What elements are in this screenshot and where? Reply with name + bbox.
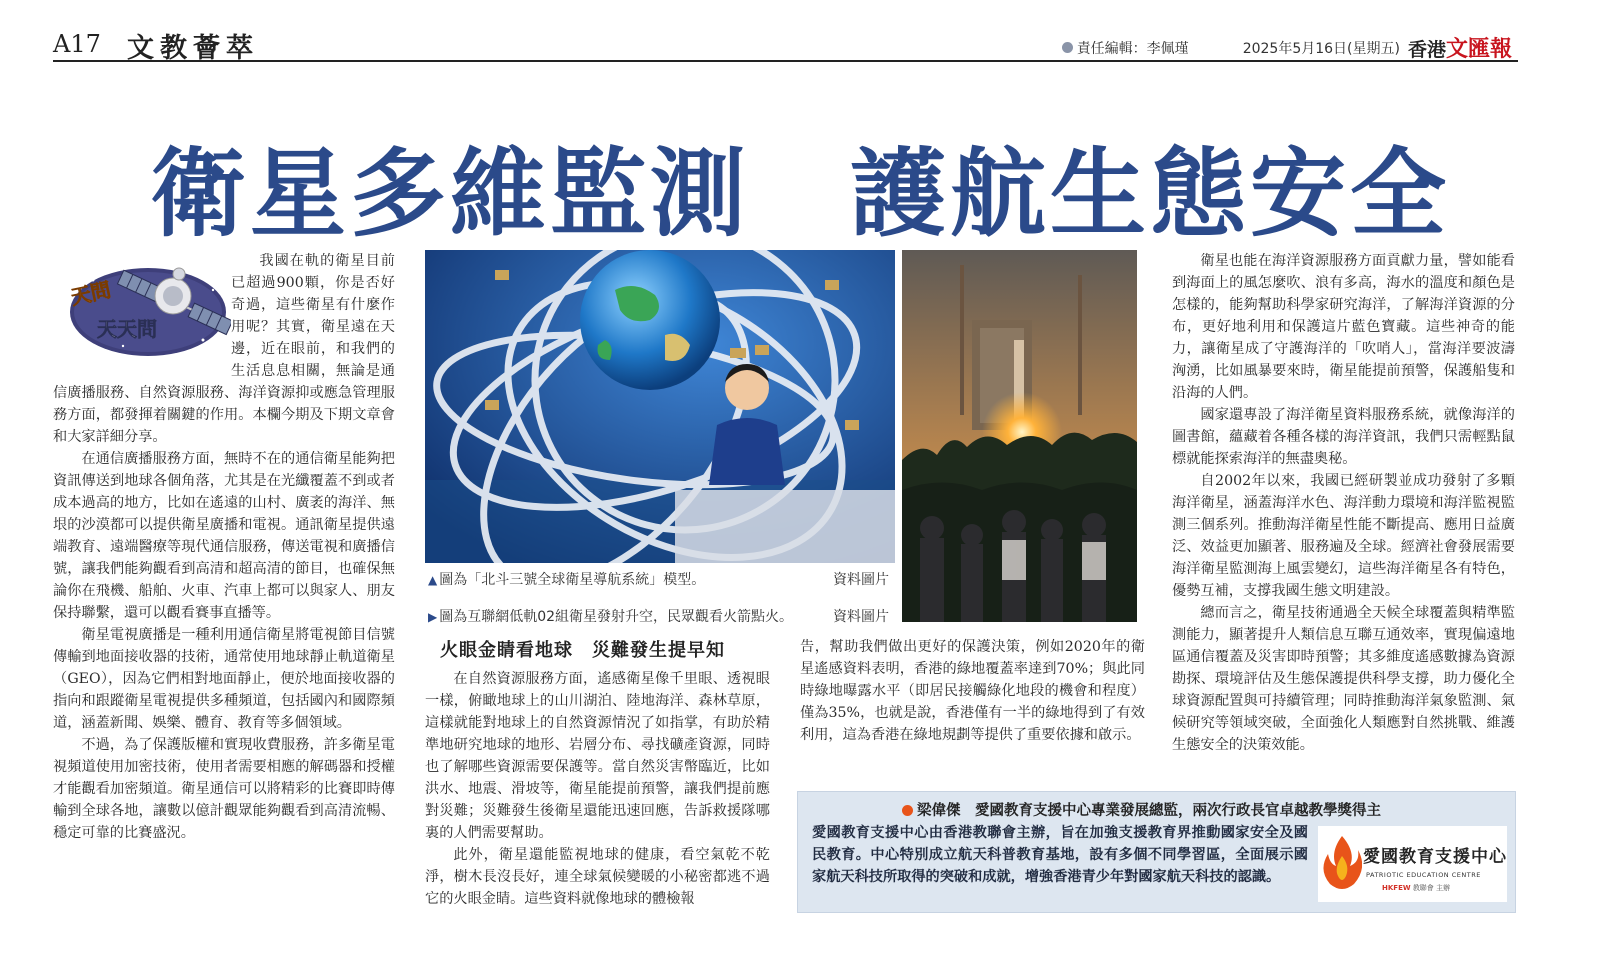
paragraph: 國家還專設了海洋衛星資料服務系統，就像海洋的圖書館，蘊藏着各種各樣的海洋資訊，我們只需輕點鼠標就能探索海洋的無盡奧秘。 [1172,407,1515,467]
centre-logo-name: 愛國教育支援中心 [1363,847,1507,867]
globe-model-image [425,250,895,563]
article-column-3 [800,636,1145,746]
section-title: 文教薈萃 [127,33,259,64]
article-column-2 [425,668,770,910]
centre-description: 愛國教育支援中心由香港教聯會主辦，旨在加強支援教育界推動國家安全及國民教育。中心特別成立航天科普教育基地，設有多個不同學習區，全面展示國家航天科技所取得的突破和成就，增強香港青少年對國家航天科技的認識。 [812,825,1308,885]
centre-logo [1318,826,1507,902]
article-column-1 [53,250,395,844]
photo1-source: 資料圖片 [833,572,889,588]
author-credit: 梁偉傑 愛國教育支援中心專業發展總監，兩次行政長官卓越教學獎得主 [902,799,1381,820]
author-info-box [797,791,1516,913]
paragraph-continued: 告，幫助我們做出更好的保護決策，例如2020年的衛星遙感資料表明，香港的綠地覆蓋率達到70%；與此同時綠地曝露水平（即居民接觸綠化地段的機會和程度）僅為35%，也就是說，香港僅有一半的綠地得到了有效利用，這為香港在綠地規劃等提供了重要依據和啟示。 [800,639,1145,743]
masthead-prefix: 香港 [1407,39,1446,61]
logo-text-line2: 天天問 [97,317,157,341]
photo-rocket-launch [902,250,1137,622]
paragraph: 衛星也能在海洋資源服務方面貢獻力量，譬如能看到海面上的風怎麼吹、浪有多高，海水的溫度和顏色是怎樣的，能夠幫助科學家研究海洋，了解海洋資源的分布，更好地利用和保護這片藍色寶藏。這些神奇的能力，讓衛星成了守護海洋的「吹哨人」，當海洋要波濤洶湧，比如風暴要來時，衛星能提前預警，保護船隻和沿海的人們。 [1172,253,1515,401]
paragraph: 我國在軌的衛星目前已超過900顆，你是否好奇過，這些衛星有什麼作用呢？其實，衛星遠在天邊，近在眼前，和我們的生活息息相關，無論是通信廣播服務、自然資源服務、海洋資源抑或應急管理服務方面，都發揮着關鍵的作用。本欄今期及下期文章會和大家詳細分享。 [53,253,395,445]
logo-text-line1: 天問 [68,277,113,310]
paragraph: 不過，為了保護版權和實現收費服務，許多衛星電視頻道使用加密技術，使用者需要相應的解碼器和授權才能觀看加密頻道。衛星通信可以將精彩的比賽即時傳輸到全球各地，讓數以億計觀眾能夠觀看到高清流暢、穩定可靠的比賽盛況。 [53,737,395,841]
flame-icon [1322,834,1362,894]
header-meta [1062,32,1512,63]
photo-satellite-model [425,250,895,563]
photo2-caption: ▶ 圖為互聯網低軌02組衛星發射升空，民眾觀看火箭點火。 [428,609,794,625]
triangle-right-icon: ▶ [428,610,438,624]
headline: 衛星多維監測 護航生態安全 [150,137,1450,250]
page-number: A17 [53,30,101,58]
page-header [53,26,1518,62]
masthead-name: 文匯報 [1445,36,1512,62]
rocket-launch-image [902,250,1137,622]
paragraph: 總而言之，衛星技術通過全天候全球覆蓋與精準監測能力，顯著提升人類信息互聯互通效率，實現偏遠地區通信覆蓋及災害即時預警；其多維度遙感數據為資源勘探、環境評估及生態保護提供科學支撐，助力優化全球資源配置與可持續管理；同時推動海洋氣象監測、氣候研究等領域突破，全面強化人類應對自然挑戰、維護生態安全的決策效能。 [1172,605,1515,753]
paragraph: 在通信廣播服務方面，無時不在的通信衛星能夠把資訊傳送到地球各個角落，尤其是在光纖覆蓋不到或者成本過高的地方，比如在遙遠的山村、廣袤的海洋、無垠的沙漠都可以提供衛星廣播和電視。通訊衛星提供遠端教育、遠端醫療等現代通信服務，傳送電視和廣播信號，讓我們能夠觀看到高清和超高清的節目，也確保無論你在飛機、船舶、火車、汽車上都可以與家人、朋友保持聯繫，還可以觀看賽事直播等。 [53,451,395,621]
organiser-logo: HKFEW 教聯會 主辦 [1382,884,1451,892]
subheading: 火眼金睛看地球 災難發生提早知 [440,640,725,661]
paragraph: 在自然資源服務方面，遙感衛星像千里眼、透視眼一樣，俯瞰地球上的山川湖泊、陸地海洋、森林草原，這樣就能對地球上的自然資源情況了如指掌，有助於精準地研究地球的地形、岩層分布、尋找礦產資源，同時也了解哪些資源需要保護等。當自然災害幣臨近，比如洪水、地震、滑坡等，衛星能提前預警，讓我們提前應對災難；災難發生後衛星還能迅速回應，告訴救援隊哪裏的人們需要幫助。 [425,671,770,841]
bullet-dot-icon [1062,42,1073,53]
photo2-source: 資料圖片 [833,609,889,625]
centre-logo-english: PATRIOTIC EDUCATION CENTRE [1366,871,1481,879]
masthead [1408,32,1512,63]
paragraph: 此外，衛星還能監視地球的健康，看空氣乾不乾淨，樹木長沒長好，連全球氣候變暖的小秘密都逃不過它的火眼金睛。這些資料就像地球的體檢報 [425,847,770,907]
photo1-caption: ▲ 圖為「北斗三號全球衛星導航系統」模型。 [428,572,706,588]
bullet-dot-icon [902,805,913,816]
paragraph: 自2002年以來，我國已經研製並成功發射了多顆海洋衛星，涵蓋海洋水色、海洋動力環境和海洋監視監測三個系列。推動海洋衛星性能不斷提高、應用日益廣泛、效益更加顯著、服務遍及全球。經濟社會發展需要海洋衛星監測海上風雲變幻，這些海洋衛星各有特色，優勢互補，支撐我國生態文明建設。 [1172,473,1515,599]
editor-credit: 責任編輯：李佩瑾 [1076,40,1189,57]
article-column-4 [1172,250,1515,756]
issue-date: 2025年5月16日(星期五) [1242,40,1400,57]
triangle-up-icon: ▲ [428,573,438,587]
paragraph: 衛星電視廣播是一種利用通信衛星將電視節目信號傳輸到地面接收器的技術，通常使用地球靜止軌道衛星（GEO），因為它們相對地面靜止，便於地面接收器的指向和跟蹤衛星電視提供多種頻道，包括國內和國際頻道，涵蓋新聞、娛樂、體育、教育等多個領域。 [53,627,395,731]
